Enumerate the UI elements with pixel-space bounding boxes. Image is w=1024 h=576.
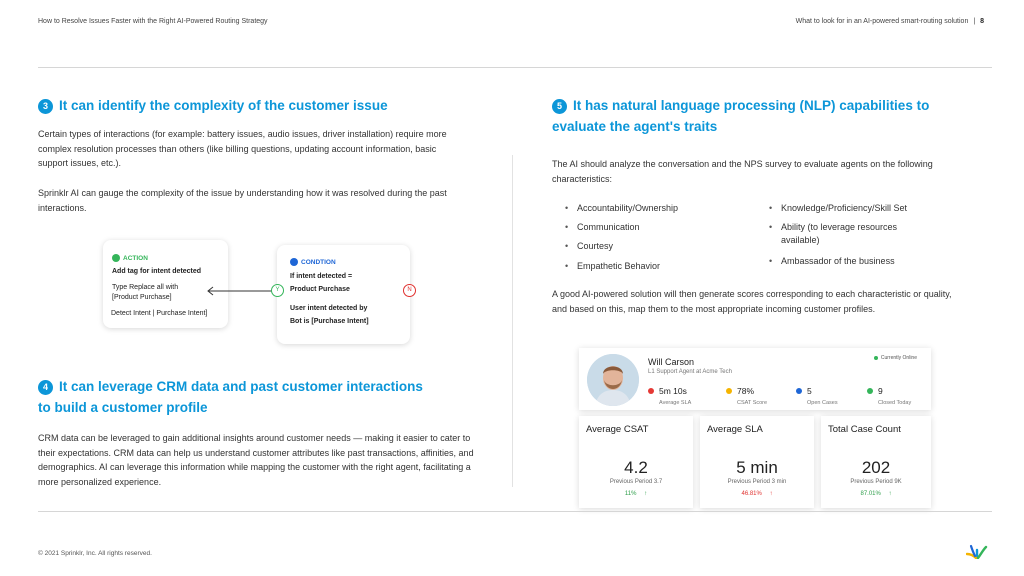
trait-bullet: • Courtesy [577,240,613,253]
metric-csat-score [726,386,786,406]
stat-change-value: 11% [624,491,637,497]
section3-heading [38,95,388,116]
stat-card-average-csat [579,416,693,508]
section4-number: 4 [38,380,53,395]
bottom-divider [38,511,992,512]
agent-role: L1 Support Agent at Acme Tech [648,369,732,375]
stat-change [579,491,693,497]
copyright: © 2021 Sprinklr, Inc. All rights reserved. [38,550,152,557]
metric-open-cases [796,386,856,406]
agent-name: Will Carson [648,357,695,367]
stat-value: 4.2 [624,458,648,477]
metric-value: 78% [737,386,755,396]
condition-icon [290,258,298,266]
arrow-up-icon: ↑ [888,491,892,497]
metric-value: 5m 10s [659,386,687,396]
agent-photo-icon [587,354,639,406]
agent-profile-card [579,348,931,410]
online-status [874,355,917,361]
section5-title-line-1: It has natural language processing (NLP) capabilities to [573,98,930,113]
arrow-up-icon: ↑ [644,491,648,497]
condition-tag-label: CONDTION [301,258,336,266]
stat-change [700,491,814,497]
condition-line-1: If intent detected = [290,273,353,280]
stat-change [821,491,931,497]
action-line-1: Add tag for intent detected [112,268,202,275]
stat-previous: Previous Period 3 min [727,479,787,485]
top-divider [38,67,992,68]
section4-paragraph: CRM data can be leveraged to gain additional insights around customer needs — making it easier to cater to their expectations. CRM data can help us understand customer attributes like past transactions, affinities, and demographics. AI can leverage this information while mapping the customer with the right agent, facilitating a more personalized experience. [38,433,474,487]
online-status-label: Currently Online [880,355,917,361]
header-separator: | [973,18,976,25]
page-header-right [796,18,984,25]
condition-tag [290,258,336,266]
action-line-3: [Product Purchase] [112,294,172,301]
section3-number: 3 [38,99,53,114]
page-number: 8 [980,18,984,25]
action-line-4: Detect Intent | Purchase Intent] [111,310,208,317]
condition-line-2: Product Purchase [290,286,350,293]
metric-label: CSAT Score [737,400,768,406]
yes-node: Y [271,284,284,297]
arrow-up-icon: ↑ [769,491,773,497]
document-title: How to Resolve Issues Faster with the Right AI-Powered Routing Strategy [38,18,268,25]
metric-value: 5 [807,386,812,396]
stat-change-value: 46.81% [741,491,762,497]
metric-closed-today [867,386,927,406]
stat-previous: Previous Period 3.7 [609,479,663,485]
section4-title-line-1: It can leverage CRM data and past customer interactions [59,379,423,394]
action-icon [112,254,120,262]
section5-number: 5 [552,99,567,114]
condition-line-3: User intent detected by [290,305,368,312]
stat-title: Average SLA [707,424,763,435]
action-tag-label: ACTION [123,254,148,262]
section3-paragraph-1: Certain types of interactions (for example: battery issues, audio issues, driver installation) require more complex resolution processes than others (like billing questions, updating account information, basic support issues, etc.). [38,129,447,168]
closed-today-dot-icon [867,388,873,394]
trait-bullet: • Accountability/Ownership [577,202,678,215]
section3-paragraph-2: Sprinklr AI can gauge the complexity of the issue by understanding how it was resolved during the past interactions. [38,188,447,213]
stat-value: 5 min [736,458,778,477]
action-tag [112,254,148,262]
section3-title: It can identify the complexity of the customer issue [59,98,388,113]
metric-value: 9 [878,386,883,396]
metric-label: Average SLA [659,400,692,406]
trait-bullet: • Knowledge/Proficiency/Skill Set [781,202,907,215]
csat-dot-icon [726,388,732,394]
stat-title: Total Case Count [828,424,901,435]
trait-bullet: • Ability (to leverage resources available) [781,221,931,247]
section5-closing: A good AI-powered solution will then generate scores corresponding to each characteristic or quality, and based on this, map them to the most appropriate incoming customer profiles. [552,289,952,314]
sla-dot-icon [648,388,654,394]
metric-label: Closed Today [878,400,912,406]
stat-card-total-case-count [821,416,931,508]
action-line-2: Type Replace all with [112,284,179,291]
column-divider [512,155,513,487]
section-heading: What to look for in an AI-powered smart-routing solution [795,18,969,25]
stat-previous: Previous Period 9K [850,479,902,485]
section5-intro: The AI should analyze the conversation and the NPS survey to evaluate agents on the following characteristics: [552,159,933,184]
stat-title: Average CSAT [586,424,649,435]
metric-label: Open Cases [807,400,838,406]
section4-heading [38,376,423,418]
section4-title-line-2: to build a customer profile [38,400,208,415]
avatar [587,354,639,406]
section5-heading [552,95,929,137]
open-cases-dot-icon [796,388,802,394]
sprinklr-logo-icon [966,543,988,559]
condition-card [277,245,410,344]
stat-card-average-sla [700,416,814,508]
stat-change-value: 87.01% [860,491,881,497]
metric-average-sla [648,386,708,406]
trait-bullet: • Ambassador of the business [781,255,895,268]
trait-bullet: • Empathetic Behavior [577,260,660,273]
section5-title-line-2: evaluate the agent's traits [552,119,718,134]
condition-line-4: Bot is [Purchase Intent] [290,318,369,325]
online-dot-icon [874,356,878,360]
no-node: N [403,284,416,297]
stat-value: 202 [861,458,891,477]
trait-bullet: • Communication [577,221,640,234]
